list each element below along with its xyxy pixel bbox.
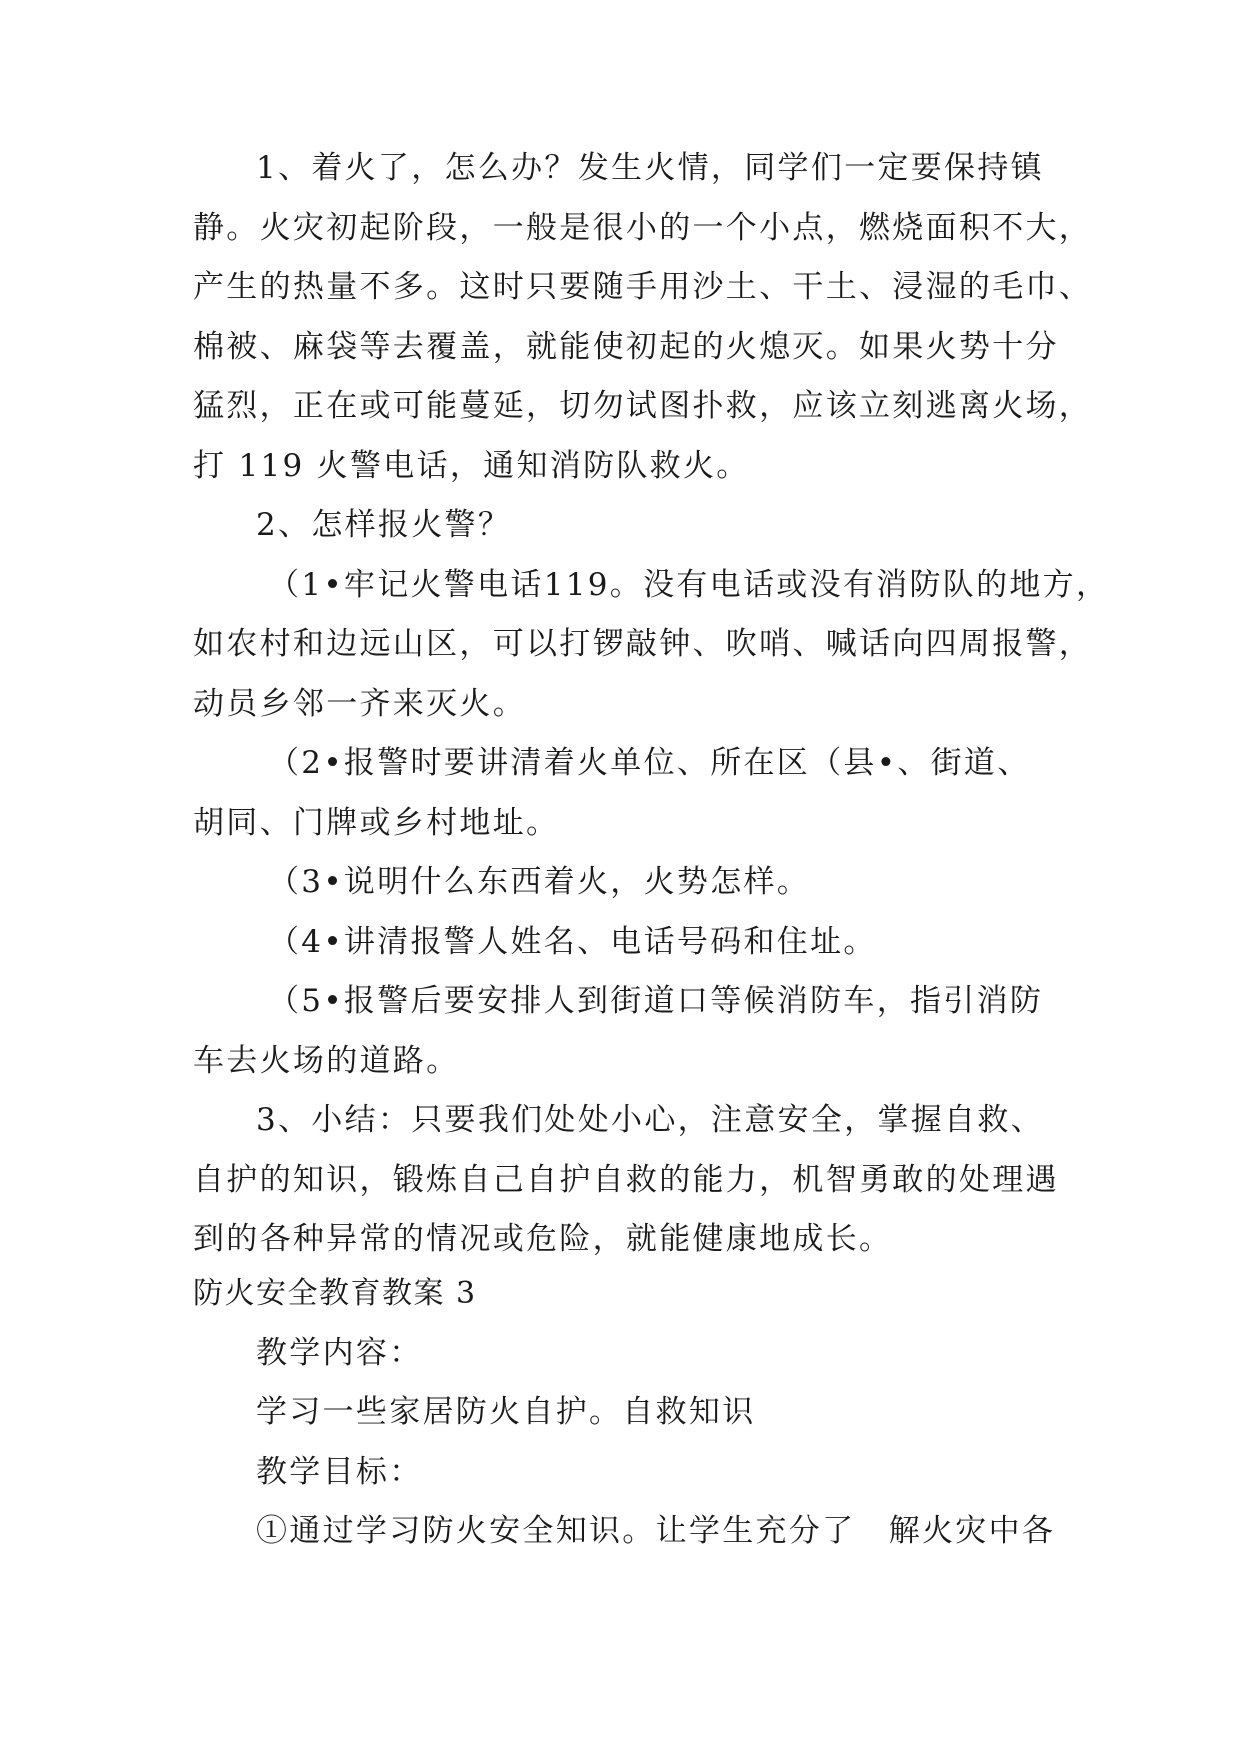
list-item: （3•说明什么东西着火，火势怎样。: [268, 864, 811, 900]
paragraph-line: 静。火灾初起阶段，一般是很小的一个小点，燃烧面积不大，: [193, 210, 1093, 246]
paragraph-line: 车去火场的道路。: [193, 1043, 460, 1079]
paragraph-line: 胡同、门牌或乡村地址。: [193, 805, 560, 841]
list-item: （1•牢记火警电话119。没有电话或没有消防队的地方，: [268, 567, 1110, 603]
paragraph-line: 动员乡邻一齐来灭火。: [193, 686, 526, 722]
paragraph-line: 学习一些家居防火自护。自救知识: [256, 1394, 756, 1430]
paragraph-line: 如农村和边远山区，可以打锣敲钟、吹哨、喊话向四周报警，: [193, 626, 1093, 662]
paragraph-line: 产生的热量不多。这时只要随手用沙土、干土、浸湿的毛巾、: [193, 269, 1093, 305]
paragraph-line: 3、小结：只要我们处处小心，注意安全，掌握自救、: [256, 1102, 1044, 1138]
subheading: 教学目标：: [256, 1454, 423, 1490]
paragraph-line: 棉被、麻袋等去覆盖，就能使初起的火熄灭。如果火势十分: [193, 329, 1059, 365]
paragraph-line: 到的各种异常的情况或危险，就能健康地成长。: [193, 1221, 893, 1257]
paragraph-line: ①通过学习防火安全知识。让学生充分了 解火灾中各: [256, 1513, 1056, 1549]
list-item: （5•报警后要安排人到街道口等候消防车，指引消防: [268, 983, 1044, 1019]
paragraph-line: 猛烈，正在或可能蔓延，切勿试图扑救，应该立刻逃离火场，: [193, 388, 1093, 424]
list-item: （2•报警时要讲清着火单位、所在区（县•、街道、: [268, 745, 1031, 781]
section-heading: 2、怎样报火警？: [256, 507, 512, 543]
paragraph-line: 1、着火了，怎么办？发生火情，同学们一定要保持镇: [256, 150, 1044, 186]
paragraph-line: 打 119 火警电话，通知消防队救火。: [193, 448, 750, 484]
section-title: 防火安全教育教案 3: [193, 1276, 477, 1311]
list-item: （4•讲清报警人姓名、电话号码和住址。: [268, 924, 877, 960]
subheading: 教学内容：: [256, 1335, 423, 1371]
paragraph-line: 自护的知识，锻炼自己自护自救的能力，机智勇敢的处理遇: [193, 1162, 1059, 1198]
